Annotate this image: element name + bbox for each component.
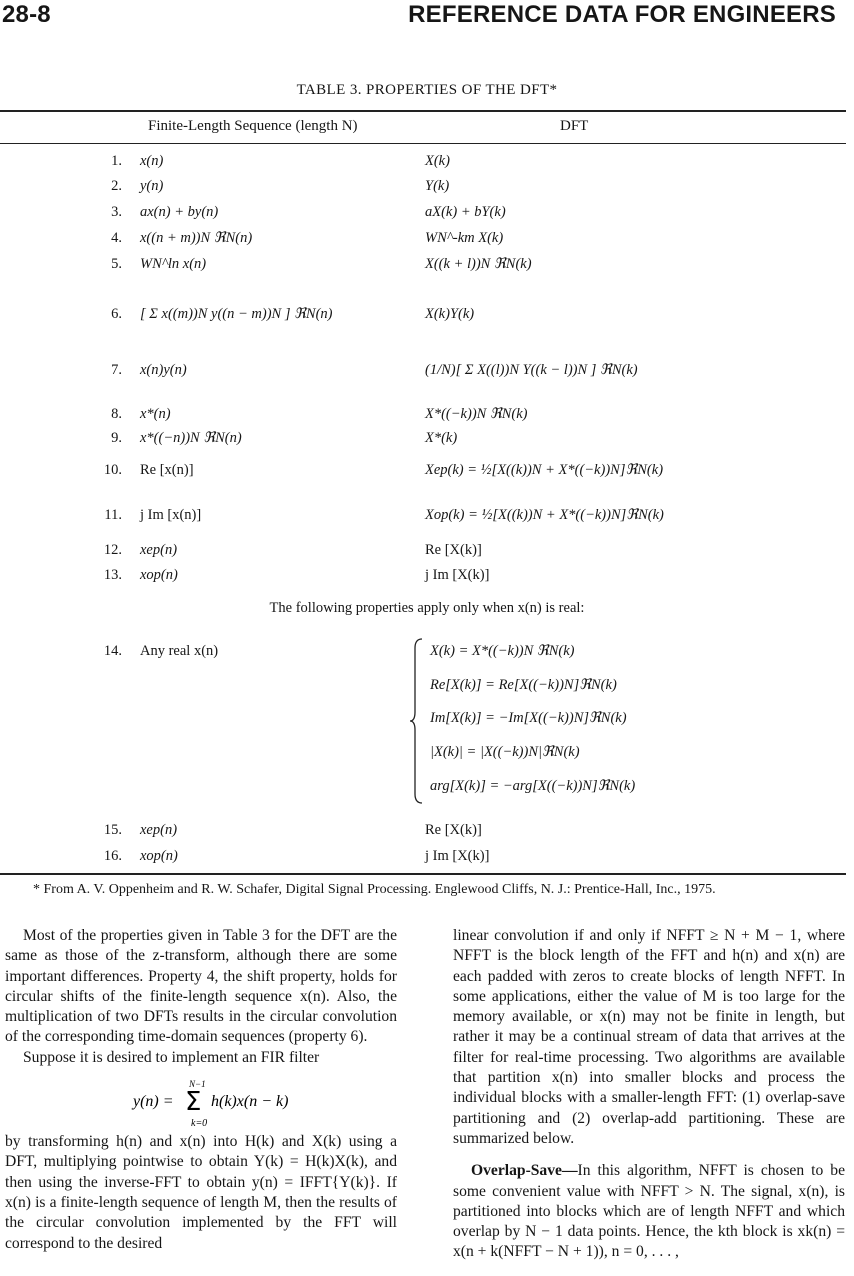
running-head: REFERENCE DATA FOR ENGINEERS: [408, 1, 836, 28]
row-dft: Re [X(k)]: [425, 822, 482, 838]
page-header: [0, 0, 854, 30]
row-sequence: x(n): [140, 153, 164, 169]
row-sequence: WN^ln x(n): [140, 256, 207, 272]
row-number: 6.: [111, 306, 122, 322]
row-sequence: x((n + m))N ℜN(n): [140, 230, 253, 246]
svg-text:y(n) =: y(n) =: [133, 1093, 174, 1111]
row-number: 5.: [111, 256, 122, 272]
svg-text:k=0: k=0: [191, 1118, 208, 1130]
row-dft: aX(k) + bY(k): [425, 204, 506, 220]
body-left-column: [5, 926, 397, 1254]
row-number: 12.: [103, 542, 122, 558]
fir-equation-block: [5, 1068, 397, 1132]
overlap-save-heading: Overlap-Save—: [471, 1162, 578, 1180]
body-paragraph: Suppose it is desired to implement an FIR filter: [23, 1048, 320, 1066]
row-number: 11.: [104, 507, 122, 523]
row-sequence: xep(n): [140, 542, 178, 558]
row-dft: j Im [X(k)]: [425, 848, 490, 864]
row-sequence: Re [x(n)]: [140, 462, 194, 478]
row-dft: X(k)Y(k): [425, 306, 475, 322]
svg-text:Σ: Σ: [185, 1087, 202, 1118]
row-sequence: j Im [x(n)]: [140, 507, 202, 523]
row-dft: Re [X(k)]: [425, 542, 482, 558]
table-bottom-rule: [0, 873, 846, 875]
row-sequence: Any real x(n): [140, 643, 219, 659]
row-sequence: x*(n): [140, 406, 171, 422]
row-dft: X((k + l))N ℜN(k): [425, 256, 532, 272]
row-number: 10.: [103, 462, 122, 478]
row-dft: Xop(k) = ½[X((k))N + X*((−k))N]ℜN(k): [425, 507, 664, 523]
left-brace-icon: [410, 638, 424, 804]
svg-text:h(k)x(n − k): h(k)x(n − k): [211, 1093, 289, 1111]
row-dft: (1/N)[ Σ X((l))N Y((k − l))N ] ℜN(k): [425, 362, 638, 378]
row-number: 14.: [103, 643, 122, 659]
row-number: 8.: [111, 406, 122, 422]
row-number: 7.: [111, 362, 122, 378]
row-number: 15.: [103, 822, 122, 838]
row-sequence: y(n): [140, 178, 164, 194]
row-sequence: xop(n): [140, 848, 178, 864]
body-paragraph: linear convolution if and only if NFFT ≥ N + M − 1, where NFFT is the block length of the FFT and h(n) and x(n) are each padded with zeros to create blocks of length NFFT. In some applications, either the value of M is too large for the memory available, or x(n) may not be finite in length, but rather it may be a continual stream of data that arrives at the filter for real-time processing. Two algorithms are available that partition x(n) into smaller blocks and process the individual blocks with a smaller-length FFT: (1) overlap-save partitioning and (2) overlap-add partitioning. These are summarized below.: [453, 927, 845, 1147]
page-number: 28-8: [2, 1, 51, 28]
row-sequence: x*((−n))N ℜN(n): [140, 430, 242, 446]
overlap-save-text: In this algorithm, NFFT is chosen to be some convenient value with NFFT > N. The signal, x(n), is partitioned into blocks which are of length NFFT and which overlap by N − 1 data points. Hence, the kth block is xk(n) = x(n + k(NFFT − N + 1)), n = 0, . . . ,: [453, 1162, 845, 1261]
row-sequence: [ Σ x((m))N y((n − m))N ] ℜN(n): [140, 306, 333, 322]
row-sequence: xep(n): [140, 822, 178, 838]
row-dft: WN^-km X(k): [425, 230, 504, 246]
real-sequence-note: The following properties apply only when x(n) is real:: [269, 600, 585, 616]
row-dft: j Im [X(k)]: [425, 567, 490, 583]
table-caption: TABLE 3. PROPERTIES OF THE DFT*: [296, 82, 558, 98]
row-dft: X(k): [425, 153, 450, 169]
svg-text:N−1: N−1: [189, 1079, 206, 1090]
table-footnote: * From A. V. Oppenheim and R. W. Schafer, Digital Signal Processing. Englewood Cliffs, N. J.: Prentice-Hall, Inc., 1975.: [33, 882, 716, 897]
body-paragraph: Most of the properties given in Table 3 for the DFT are the same as those of the z-transform, although there are some important differences. Property 4, the shift property, holds for circular shifts of the finite-length sequence x(n). Also, the multiplication of two DFTs results in the circular convolution of the corresponding time-domain sequences (property 6).: [5, 927, 397, 1046]
row-number: 16.: [103, 848, 122, 864]
table-header-rule: [0, 143, 846, 144]
row-sequence: xop(n): [140, 567, 178, 583]
row-number: 2.: [111, 178, 122, 194]
col-head-sequence: Finite-Length Sequence (length N): [148, 118, 358, 134]
body-right-column: [453, 926, 845, 1263]
row-number: 1.: [111, 153, 122, 169]
row-number: 3.: [111, 204, 122, 220]
row-sequence: ax(n) + by(n): [140, 204, 219, 220]
row-number: 13.: [103, 567, 122, 583]
row-number: 9.: [111, 430, 122, 446]
body-paragraph: by transforming h(n) and x(n) into H(k) and X(k) using a DFT, multiplying pointwise to obtain Y(k) = H(k)X(k), and then using the inverse-FFT to obtain y(n) = IFFT{Y(k)}. If x(n) is a finite-length sequence of length M, then the results of the circular convolution implemented by the FFT will correspond to the desired: [5, 1133, 397, 1252]
row-dft: Xep(k) = ½[X((k))N + X*((−k))N]ℜN(k): [425, 462, 664, 478]
table-top-rule: [0, 110, 846, 112]
row-sequence: x(n)y(n): [140, 362, 187, 378]
fir-equation: [5, 1068, 397, 1130]
body-paragraph-overlap-save: [453, 1161, 845, 1262]
col-head-dft: DFT: [560, 118, 589, 134]
row-number: 4.: [111, 230, 122, 246]
row-dft: Y(k): [425, 178, 450, 194]
row-dft: X*(k): [425, 430, 458, 446]
row-dft: X*((−k))N ℜN(k): [425, 406, 528, 422]
